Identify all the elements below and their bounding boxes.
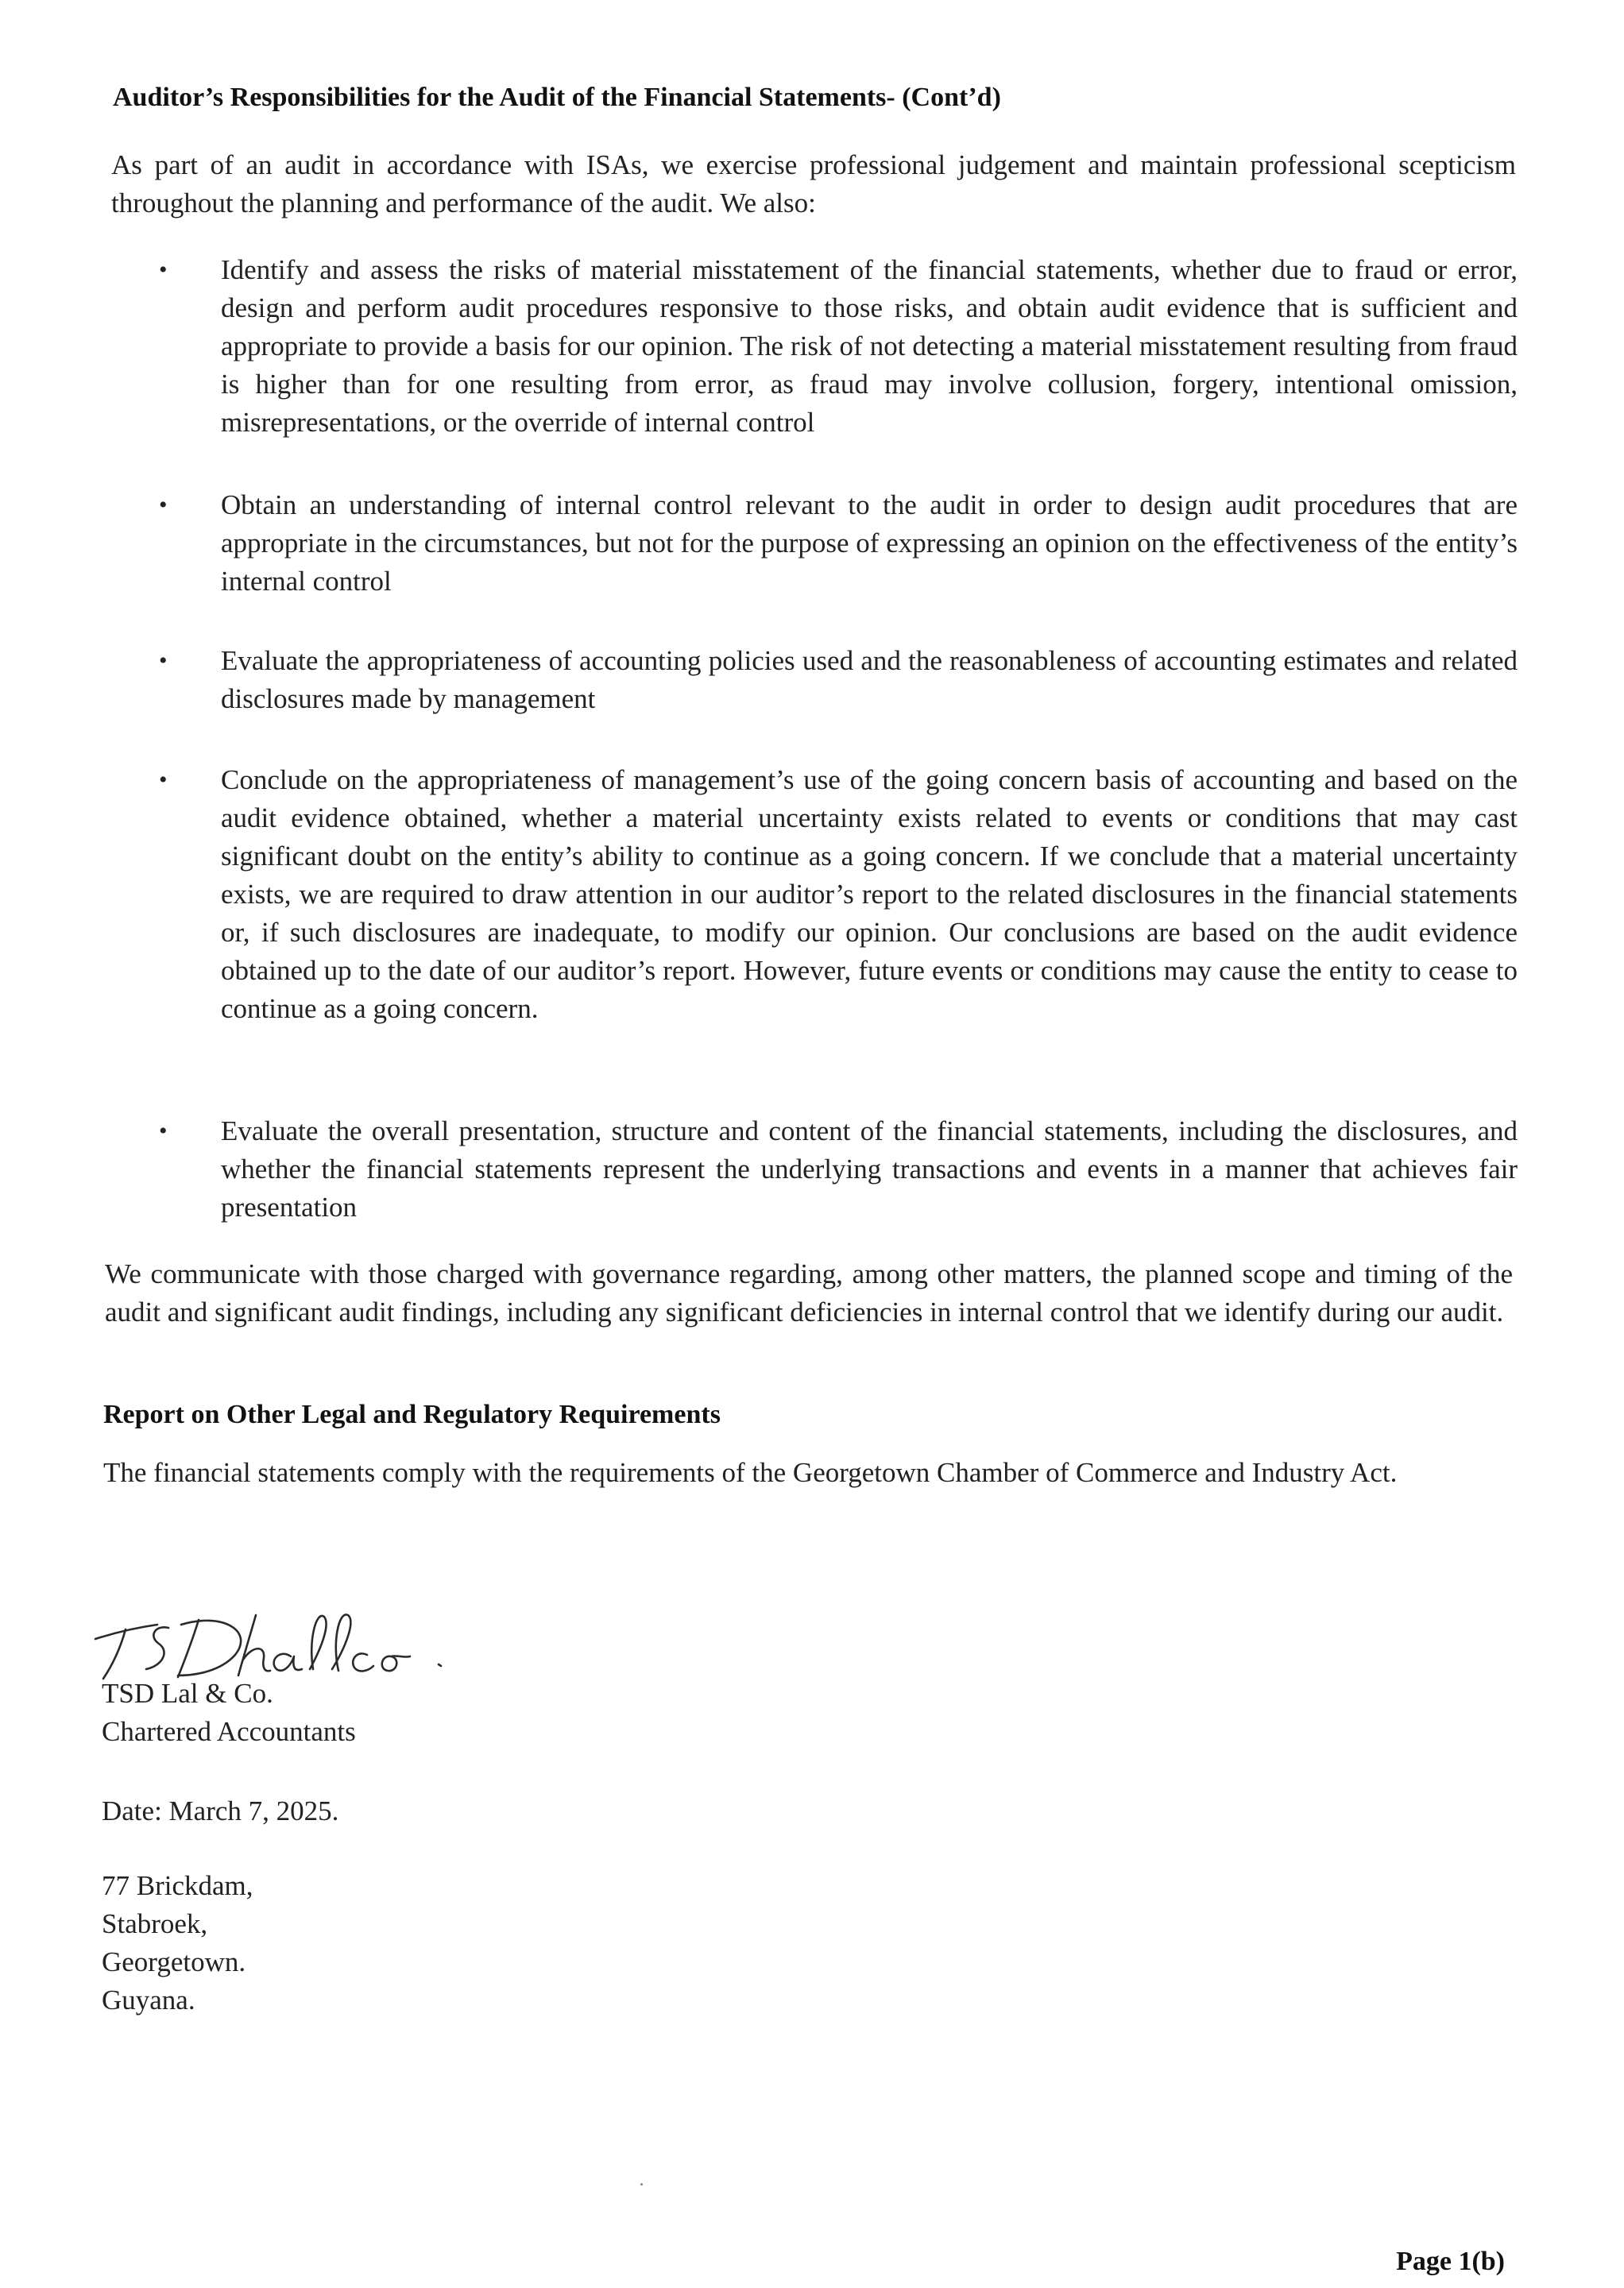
bullet-dot: • — [159, 492, 168, 518]
bullet-text-overall-presentation: Evaluate the overall presentation, structure and content of the financial statements, including the disclosures, and whether the financial statements represent the underlying transactions and events in a manner that achieves fair presentation — [221, 1115, 1518, 1223]
address-line: Stabroek, — [102, 1908, 208, 1939]
section-heading-auditor-responsibilities: Auditor’s Responsibilities for the Audit of the Financial Statements- (Cont’d) — [113, 83, 1001, 112]
page-number: Page 1(b) — [1396, 2247, 1505, 2276]
bullet-text-identify-risks: Identify and assess the risks of material misstatement of the financial statements, whether due to fraud or error, design and perform audit procedures responsive to those risks, and obtain audit evidence that is sufficient and appropriate to provide a basis for our opinion. The risk of not detecting a material misstatement resulting from fraud is higher than for one resulting from error, as fraud may involve collusion, forgery, intentional omission, misrepresentations, or the override of internal control — [221, 254, 1518, 438]
bullet-text-accounting-policies: Evaluate the appropriateness of accounting policies used and the reasonableness of accounting estimates and related disclosures made by management — [221, 645, 1518, 714]
intro-paragraph: As part of an audit in accordance with ISAs, we exercise professional judgement and maintain professional scepticism throughout the planning and performance of the audit. We also: — [111, 149, 1516, 218]
handwritten-signature — [79, 1593, 461, 1688]
firm-name: TSD Lal & Co. — [102, 1678, 273, 1709]
bullet-dot: • — [159, 767, 168, 793]
address-line: 77 Brickdam, — [102, 1870, 253, 1901]
address-line: Georgetown. — [102, 1946, 246, 1977]
address-block — [102, 1867, 253, 2019]
bullet-dot: • — [159, 647, 168, 674]
report-date — [102, 1792, 338, 1830]
scan-speck — [640, 2183, 643, 2186]
bullet-dot: • — [159, 257, 168, 283]
bullet-text-going-concern: Conclude on the appropriateness of management’s use of the going concern basis of accounting and based on the audit evidence obtained, whether a material uncertainty exists related to events or conditions that may cast significant doubt on the entity’s ability to continue as a going concern. If we conclude that a material uncertainty exists, we are required to draw attention in our auditor’s report to the related disclosures in the financial statements or, if such disclosures are inadequate, to modify our opinion. Our conclusions are based on the audit evidence obtained up to the date of our auditor’s report. However, future events or conditions may cause the entity to cease to continue as a going concern. — [221, 764, 1518, 1024]
date-text: Date: March 7, 2025. — [102, 1795, 339, 1826]
bullet-text-internal-control: Obtain an understanding of internal control relevant to the audit in order to design audit procedures that are appropriate in the circumstances, but not for the purpose of expressing an opinion on the effectiveness of the entity’s internal control — [221, 489, 1518, 597]
compliance-paragraph: The financial statements comply with the requirements of the Georgetown Chamber of Commerce and Industry Act. — [103, 1457, 1398, 1488]
signatory-block — [102, 1675, 356, 1751]
governance-communication-paragraph: We communicate with those charged with governance regarding, among other matters, the planned scope and timing of the audit and significant audit findings, including any significant deficiencies in internal control that we identify during our audit. — [105, 1258, 1513, 1328]
firm-title: Chartered Accountants — [102, 1716, 356, 1747]
bullet-dot: • — [159, 1118, 168, 1144]
address-line: Guyana. — [102, 1985, 195, 2016]
section-heading-legal-requirements: Report on Other Legal and Regulatory Requirements — [103, 1400, 721, 1429]
